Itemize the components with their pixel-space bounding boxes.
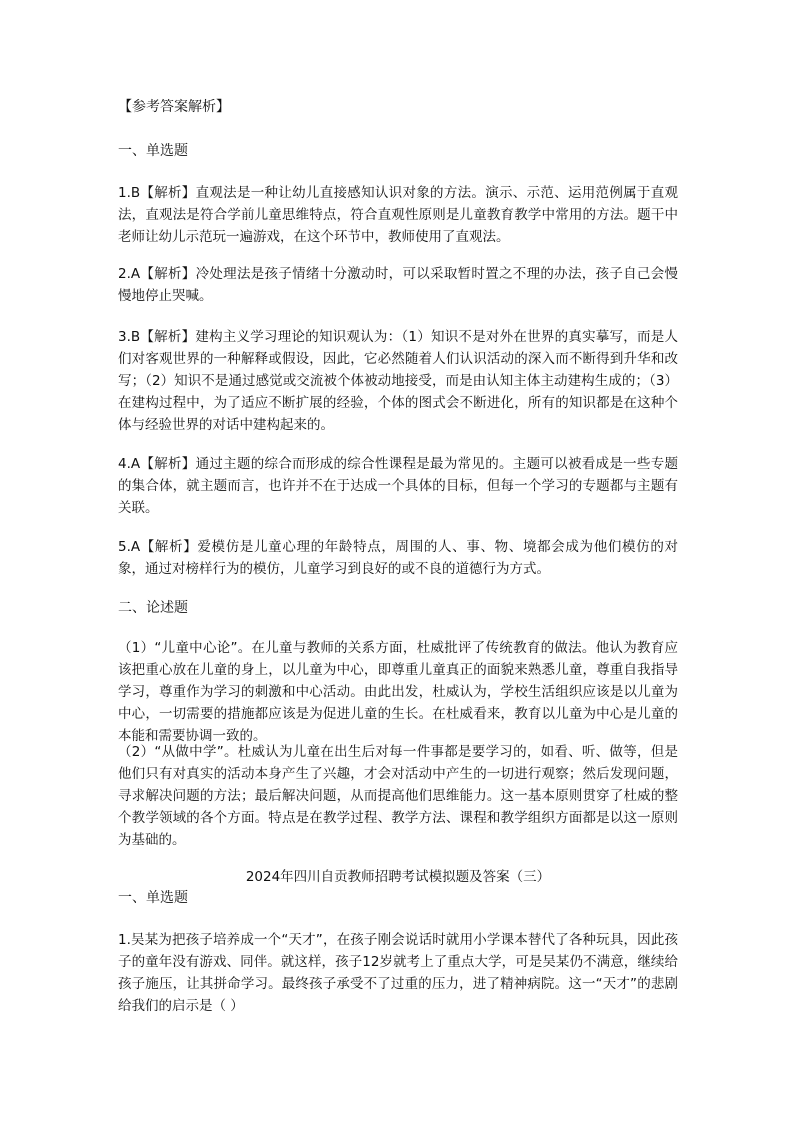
answer-3: 3.B【解析】建构主义学习理论的知识观认为：（1）知识不是对外在世界的真实摹写，而是人们对客观世界的一种解释或假设，因此，它必然随着人们认识活动的深入而不断得到升华和改写；（2）知识不是通过感觉或交流被个体被动地接受，而是由认知主体主动建构生成的；（3）在建构过程中，为了适应不断扩展的经验，个体的图式会不断进化，所有的知识都是在这种个体与经验世界的对话中建构起来的。 (118, 329, 678, 433)
section-title-single-choice-2: 一、单选题 (118, 890, 188, 906)
answer-5: 5.A【解析】爱模仿是儿童心理的年龄特点，周围的人、事、物、境都会成为他们模仿的对象，通过对榜样行为的模仿，儿童学习到良好的或不良的道德行为方式。 (118, 539, 678, 577)
answer-2: 2.A【解析】冷处理法是孩子情绪十分激动时，可以采取暂时置之不理的办法，孩子自己会慢慢地停止哭喊。 (118, 266, 678, 304)
essay-paragraph-1: （1）“儿童中心论”。在儿童与教师的关系方面，杜威批评了传统教育的做法。他认为教育应该把重心放在儿童的身上，以儿童为中心，即尊重儿童真正的面貌来熟悉儿童，尊重自我指导学习，尊重作为学习的刺激和中心活动。由此出发，杜威认为，学校生活组织应该是以儿童为中心，一切需要的措施都应该是为促进儿童的生长。在杜威看来，教育以儿童为中心是儿童的本能和需要协调一致的。 (118, 640, 678, 744)
exam-title: 2024年四川自贡教师招聘考试模拟题及答案（三） (245, 869, 551, 885)
section-title-single-choice: 一、单选题 (118, 143, 188, 159)
essay-paragraph-2: （2）“从做中学”。杜威认为儿童在出生后对每一件事都是要学习的，如看、听、做等，但是他们只有对真实的活动本身产生了兴趣，才会对活动中产生的一切进行观察；然后发现问题，寻求解决问题的方法；最后解决问题，从而提高他们思维能力。这一基本原则贯穿了杜威的整个教学领域的各个方面。特点是在教学过程、教学方法、课程和教学组织方面都是以这一原则为基础的。 (118, 744, 678, 848)
question-1: 1.吴某为把孩子培养成一个“天才”，在孩子刚会说话时就用小学课本替代了各种玩具，因此孩子的童年没有游戏、同伴。就这样，孩子12岁就考上了重点大学，可是吴某仍不满意，继续给孩子施压，让其拼命学习。最终孩子承受不了过重的压力，进了精神病院。这一“天才”的悲剧给我们的启示是（ ） (118, 932, 678, 1014)
answer-header: 【参考答案解析】 (118, 99, 230, 115)
answer-4: 4.A【解析】通过主题的综合而形成的综合性课程是最为常见的。主题可以被看成是一些专题的集合体，就主题而言，也许并不在于达成一个具体的目标，但每一个学习的专题都与主题有关联。 (118, 456, 678, 516)
section-title-essay: 二、论述题 (118, 600, 188, 616)
answer-1: 1.B【解析】直观法是一种让幼儿直接感知认识对象的方法。演示、示范、运用范例属于直观法，直观法是符合学前儿童思维特点，符合直观性原则是儿童教育教学中常用的方法。题干中老师让幼儿示范玩一遍游戏，在这个环节中，教师使用了直观法。 (118, 185, 678, 245)
